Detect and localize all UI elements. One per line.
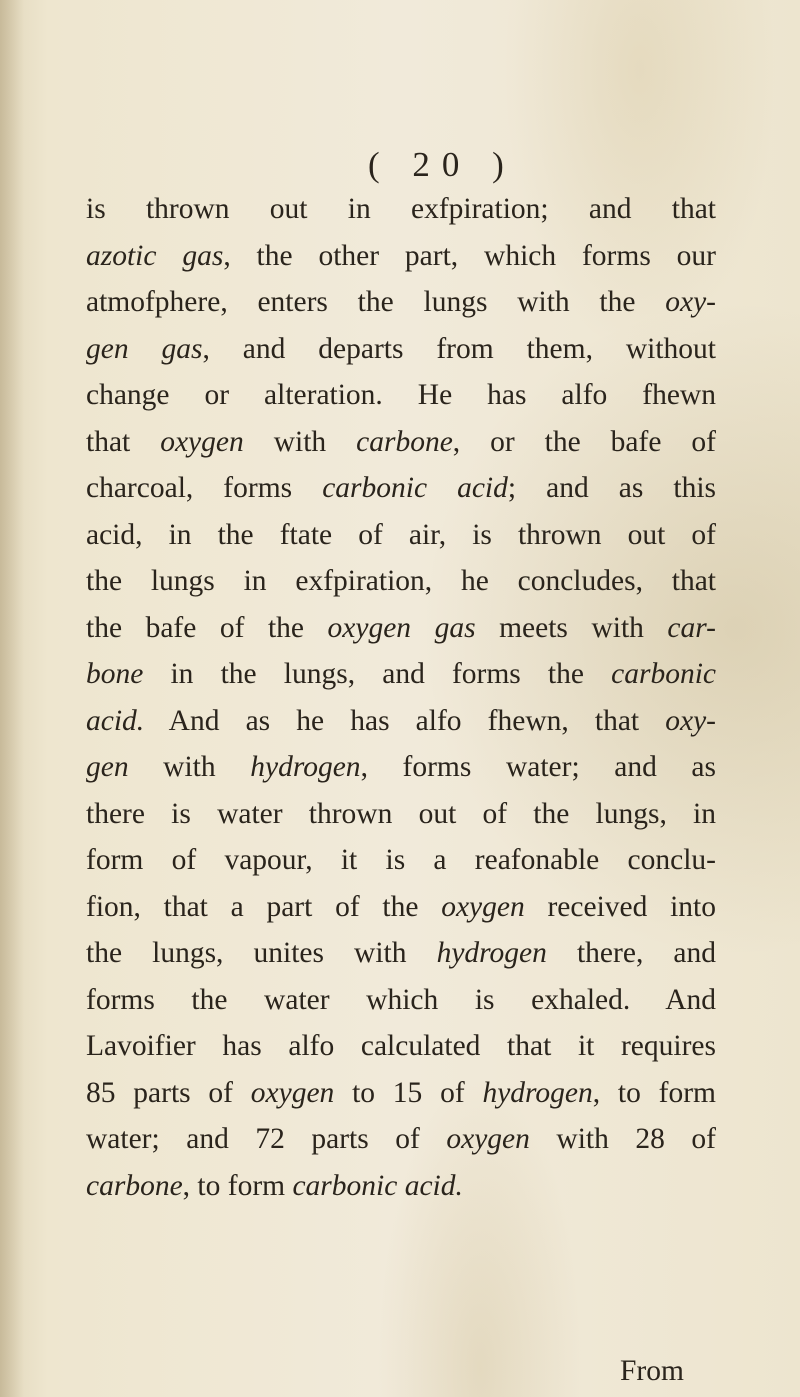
text-line: [86, 186, 716, 233]
text-line: [86, 837, 716, 884]
text-run: change or alteration. He has alfo fhewn: [86, 379, 716, 411]
italic-term: oxygen gas: [327, 611, 476, 644]
italic-term: carbonic acid: [322, 472, 508, 504]
italic-term: carbonic acid.: [292, 1169, 463, 1202]
text-run: , to form: [182, 1169, 293, 1202]
italic-term: oxygen: [441, 890, 525, 923]
text-run: there, and: [546, 937, 716, 969]
text-run: charcoal, forms: [86, 472, 323, 504]
text-run: the bafe of the: [86, 611, 328, 644]
italic-term: oxy-: [665, 286, 716, 318]
text-line: [86, 605, 716, 652]
text-run: meets with: [475, 611, 668, 644]
text-run: acid, in the ftate of air, is thrown out of: [86, 518, 716, 551]
text-line: [86, 512, 716, 559]
text-run: , or the bafe of: [452, 425, 716, 458]
text-line: [86, 233, 716, 280]
text-run: received into: [524, 890, 716, 923]
text-run: fion, that a part of the: [86, 890, 442, 923]
text-line: [86, 558, 716, 605]
text-run: the lungs, unites with: [86, 937, 437, 969]
text-line: [86, 1163, 716, 1210]
text-run: , forms water; and as: [360, 751, 716, 783]
text-run: with: [128, 751, 251, 783]
page-binding-shadow: [0, 0, 24, 1397]
text-line: [86, 326, 716, 373]
italic-term: oxygen: [250, 1076, 335, 1109]
text-run: , and departs from them, without: [202, 332, 716, 365]
italic-term: hydrogen: [436, 937, 547, 969]
text-run: form of vapour, it is a reafonable conclu-: [86, 844, 716, 876]
text-run: ; and as this: [507, 472, 717, 504]
italic-term: hydrogen: [250, 751, 361, 783]
text-line: [86, 884, 716, 931]
text-run: in the lungs, and forms the: [143, 658, 612, 690]
text-line: [86, 791, 716, 838]
italic-term: carbone: [356, 425, 453, 458]
italic-term: oxygen: [160, 425, 244, 458]
text-run: with 28 of: [529, 1123, 716, 1155]
italic-term: car-: [667, 611, 716, 644]
text-run: atmofphere, enters the lungs with the: [86, 286, 666, 318]
catchword: From: [620, 1355, 684, 1387]
text-line: [86, 651, 716, 698]
text-line: [86, 419, 716, 466]
text-line: [86, 930, 716, 977]
italic-term: carbonic: [611, 658, 716, 690]
italic-term: hydrogen: [482, 1076, 593, 1109]
text-run: , the other part, which forms our: [223, 239, 716, 272]
text-line: [86, 744, 716, 791]
text-run: the lungs in exfpiration, he concludes, that: [86, 565, 716, 597]
text-run: that: [86, 425, 161, 458]
italic-term: azotic gas: [86, 239, 224, 272]
text-line: [86, 372, 716, 419]
text-run: forms the water which is exhaled. And: [86, 983, 716, 1016]
italic-term: gen: [86, 751, 129, 783]
text-line: [86, 1070, 716, 1117]
italic-term: oxy-: [665, 704, 716, 737]
text-line: [86, 465, 716, 512]
text-run: Lavoifier has alfo calculated that it requires: [86, 1030, 716, 1062]
body-text: [86, 186, 716, 1209]
page-number: ( 20 ): [368, 145, 516, 184]
italic-term: bone: [86, 658, 144, 690]
italic-term: oxygen: [446, 1123, 530, 1155]
text-run: is thrown out in exfpiration; and that: [86, 193, 716, 225]
text-run: with: [243, 425, 357, 458]
italic-term: acid.: [86, 704, 145, 737]
text-line: [86, 977, 716, 1024]
text-run: , to form: [592, 1076, 716, 1109]
text-run: there is water thrown out of the lungs, in: [86, 797, 716, 830]
text-run: And as he has alfo fhewn, that: [144, 704, 666, 737]
text-line: [86, 1023, 716, 1070]
italic-term: carbone: [86, 1169, 183, 1202]
text-line: [86, 279, 716, 326]
text-line: [86, 1116, 716, 1163]
text-run: 85 parts of: [86, 1076, 251, 1109]
italic-term: gen gas: [86, 332, 203, 365]
text-run: water; and 72 parts of: [86, 1123, 447, 1155]
text-run: to 15 of: [334, 1076, 483, 1109]
text-line: [86, 698, 716, 745]
